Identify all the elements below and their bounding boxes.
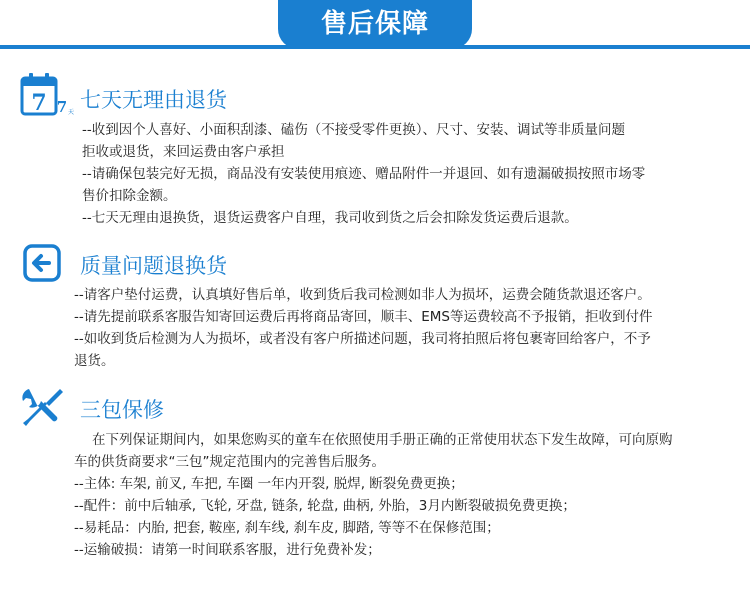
- section-1-line-1: --收到因个人喜好、小面积刮漆、磕伤（不接受零件更换）、尺寸、安装、调试等非质量问题: [82, 122, 625, 138]
- section-1-line-5: --七天无理由退换货，退货运费客户自理，我司收到货之后会扣除发货运费后退款。: [82, 210, 578, 226]
- header-banner: [0, 0, 750, 62]
- section-2-line-1: --请客户垫付运费，认真填好售后单，收到货后我司检测如非人为损坏，运费会随货款退还客户。: [74, 287, 651, 303]
- section-2-line-2: --请先提前联系客服告知寄回运费后再将商品寄回，顺丰、EMS等运费较高不予报销，拒收到付件: [74, 309, 653, 325]
- calendar-big-digit: 7: [31, 90, 47, 116]
- section-3-line-3: --主体: 车架, 前叉, 车把, 车圈 一年内开裂, 脱焊, 断裂免费更换；: [74, 476, 464, 492]
- section-3-line-2: 车的供货商要求“三包”规定范围内的完善售后服务。: [74, 454, 385, 470]
- section-1-line-2: 拒收或退货，来回运费由客户承担: [82, 144, 285, 160]
- section-1-line-3: --请确保包装完好无损，商品没有安装使用痕迹、赠品附件一并退回、如有遗漏破损按照市场零: [82, 166, 646, 182]
- section-title-seven-day-return: 七天无理由退货: [80, 88, 227, 112]
- return-arrow-icon: [22, 243, 62, 283]
- section-title-three-guarantees: 三包保修: [80, 398, 164, 422]
- section-title-quality-return: 质量问题退换货: [80, 254, 227, 278]
- calendar-7-days-icon: [20, 72, 76, 118]
- calendar-small-digit: 7: [56, 98, 68, 116]
- section-2-line-3: --如收到货后检测为人为损坏，或者没有客户所描述问题，我司将拍照后将包裹寄回给客户，不予: [74, 331, 651, 347]
- calendar-day-char: 天: [67, 109, 75, 116]
- section-3-line-6: --运输破损：请第一时间联系客服，进行免费补发；: [74, 542, 381, 558]
- section-1-line-4: 售价扣除金额。: [82, 188, 177, 204]
- section-3-line-4: --配件：前中后轴承, 飞轮, 牙盘, 链条, 轮盘, 曲柄, 外胎，3月内断裂破损免费更换；: [74, 498, 576, 514]
- section-3-line-1: 在下列保证期间内，如果您购买的童车在依照使用手册正确的正常使用状态下发生故障，可向原购: [92, 432, 673, 448]
- page-title: 售后保障: [320, 9, 429, 39]
- section-2-line-4: 退货。: [74, 353, 115, 369]
- wrench-screwdriver-icon: [20, 385, 64, 429]
- section-3-line-5: --易耗品：内胎, 把套, 鞍座, 刹车线, 刹车皮, 脚踏, 等等不在保修范围；: [74, 520, 500, 536]
